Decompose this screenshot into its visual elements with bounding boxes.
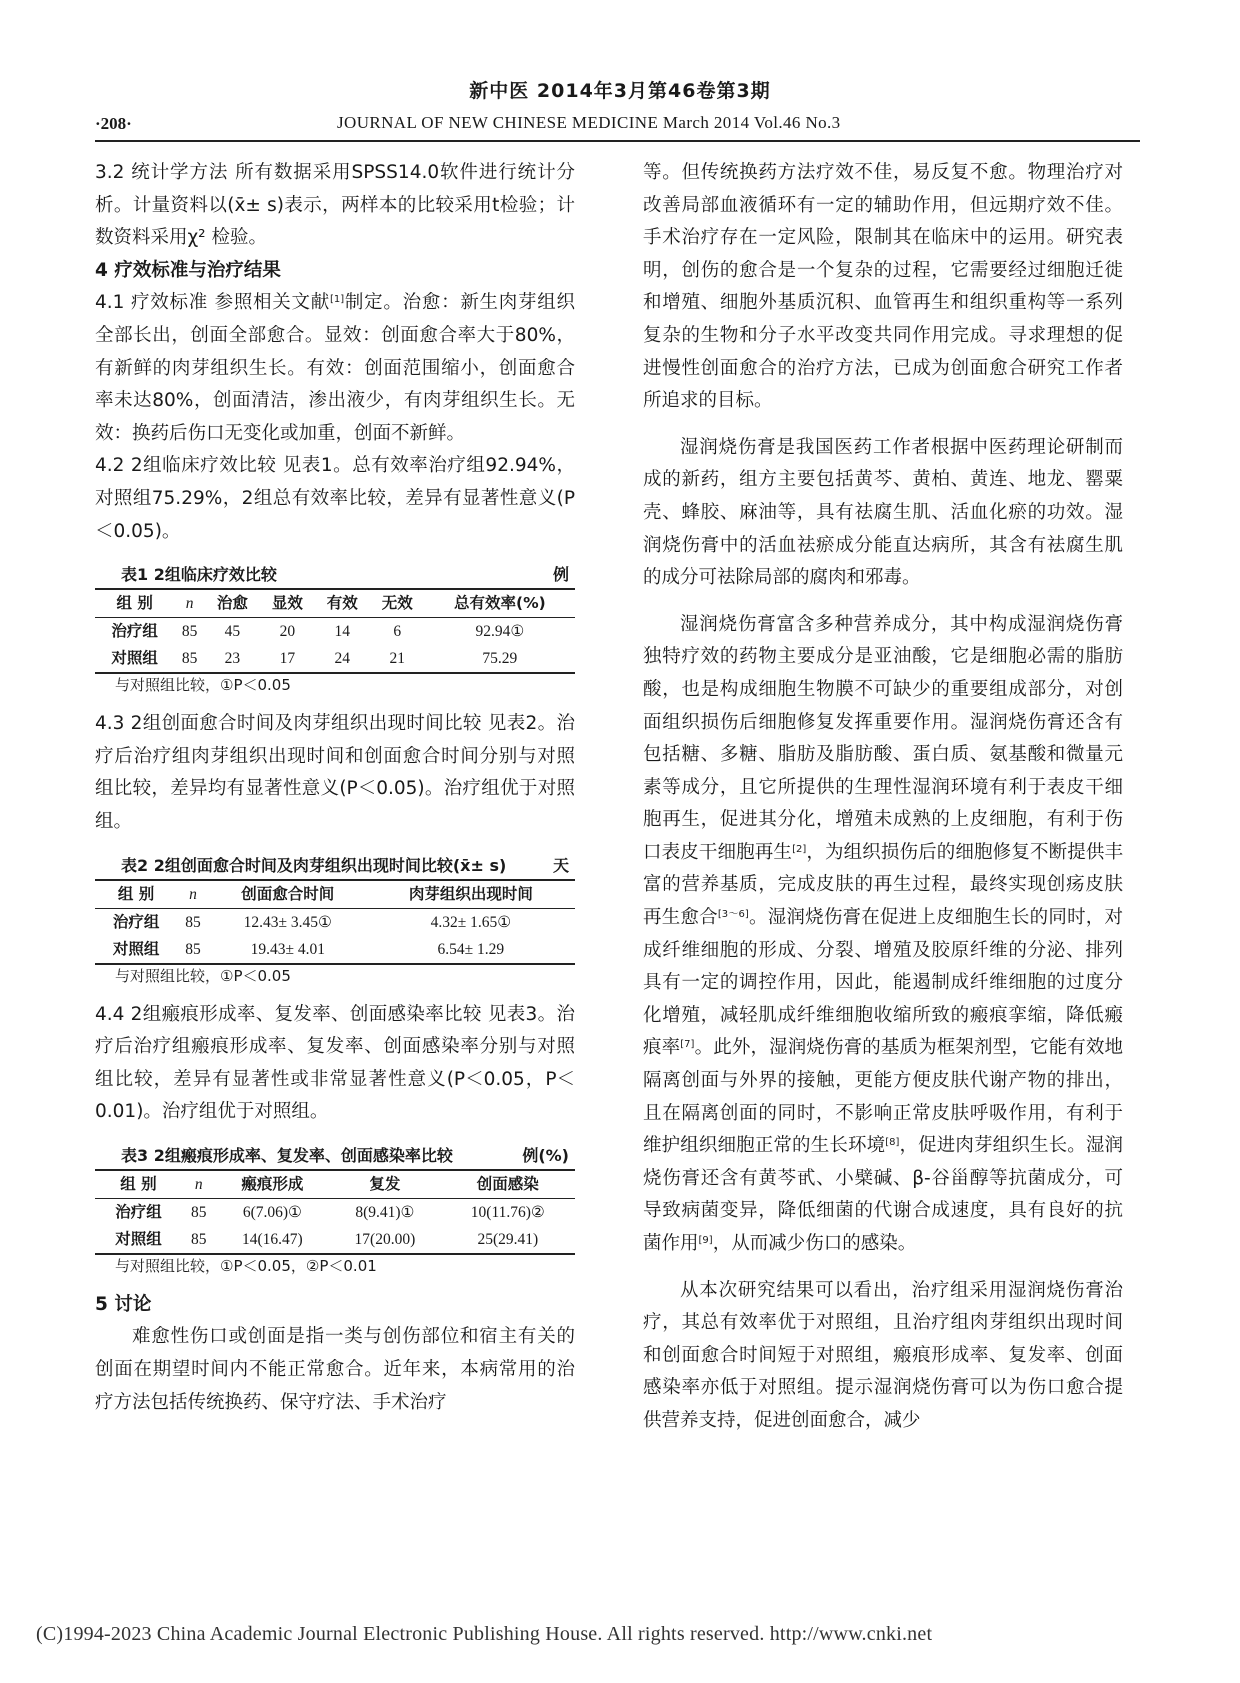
right-column xyxy=(643,157,1123,1438)
header-rule xyxy=(95,140,1140,142)
table-row xyxy=(95,618,575,646)
discussion-text: ，为组织损伤后的细胞修复不断提供丰富的营养基质，完成皮肤的再生过程，最终实现创疡皮肤再生愈合 xyxy=(643,841,1123,929)
discussion-text: ，从而减少伤口的感染。 xyxy=(712,1233,917,1254)
citation-ref-9: [9] xyxy=(698,1235,713,1246)
discussion-paragraph-3 xyxy=(643,609,1123,1261)
table-header-cell: 显效 xyxy=(271,594,303,613)
table-cell: 对照组 xyxy=(112,939,160,958)
table-3-caption: 表3 2组瘢痕形成率、复发率、创面感染率比较 xyxy=(121,1145,453,1165)
table-cell: 21 xyxy=(389,650,405,668)
table-cell: 25(29.41) xyxy=(477,1230,539,1248)
table-cell: 75.29 xyxy=(482,650,518,668)
table-cell: 14(16.47) xyxy=(242,1230,303,1248)
section-4-1-paragraph xyxy=(95,287,575,450)
table-cell: 92.94① xyxy=(475,623,525,641)
table-header-cell: 无效 xyxy=(381,594,413,613)
table-cell: 12.43± 3.45① xyxy=(243,913,332,931)
table-cell: 10(11.76)② xyxy=(470,1203,545,1221)
table-row xyxy=(95,908,575,936)
table-3-grid xyxy=(95,1169,575,1255)
citation-ref-7: [7] xyxy=(680,1039,695,1051)
table-cell: 4.32± 1.65① xyxy=(430,913,512,931)
journal-header-title: 新中医 2014年3月第46卷第3期 xyxy=(469,80,771,102)
table-cell: 对照组 xyxy=(115,1229,162,1248)
table-cell: 85 xyxy=(181,650,198,668)
table-row xyxy=(95,1226,575,1254)
table-header-cell: 总有效率(%) xyxy=(454,594,546,613)
discussion-paragraph-1: 难愈性伤口或创面是指一类与创伤部位和宿主有关的创面在期望时间内不能正常愈合。近年来，本病常用的治疗方法包括传统换药、保守疗法、手术治疗 xyxy=(95,1326,575,1413)
table-header-row xyxy=(95,880,575,909)
section-3-2-paragraph: 3.2 统计学方法 所有数据采用SPSS14.0软件进行统计分析。计量资料以(x̄± s)表示，两样本的比较采用t检验；计数资料采用χ² 检验。 xyxy=(95,162,575,249)
table-cell: 6(7.06)① xyxy=(242,1203,302,1221)
table-header-cell: 肉芽组织出现时间 xyxy=(408,884,533,903)
table-1-unit: 例 xyxy=(552,565,569,585)
section-4-2-paragraph: 4.2 2组临床疗效比较 见表1。总有效率治疗组92.94%，对照组75.29%，2组总有效率比较，差异有显著性意义(P＜0.05)。 xyxy=(95,455,575,542)
table-1 xyxy=(95,564,575,696)
discussion-text: ，促进肉芽组织生长。湿润烧伤膏还含有黄芩甙、小檗碱、β-谷甾醇等抗菌成分，可导致病菌变异，降低细菌的代谢合成速度，具有良好的抗菌作用 xyxy=(643,1135,1123,1254)
discussion-paragraph-4: 从本次研究结果可以看出，治疗组采用湿润烧伤膏治疗，其总有效率优于对照组，且治疗组肉芽组织出现时间和创面愈合时间短于对照组，瘢痕形成率、复发率、创面感染率亦低于对照组。提示湿润烧伤膏可以为伤口愈合提供营养支持，促进创面愈合，减少 xyxy=(643,1279,1123,1431)
table-2-grid xyxy=(95,879,575,965)
table-header-cell: 有效 xyxy=(326,594,358,613)
discussion-paragraph-2: 湿润烧伤膏是我国医药工作者根据中医药理论研制而成的新药，组方主要包括黄芩、黄柏、黄连、地龙、罂粟壳、蜂胶、麻油等，具有祛腐生肌、活血化瘀的功效。湿润烧伤膏中的活血祛瘀成分能直达病所，其含有祛腐生肌的成分可祛除局部的腐肉和邪毒。 xyxy=(643,436,1123,589)
table-header-cell: 创面愈合时间 xyxy=(241,884,335,903)
table-cell: 治疗组 xyxy=(111,622,158,641)
section-4-1-text-a: 4.1 疗效标准 参照相关文献 xyxy=(95,292,330,314)
table-cell: 治疗组 xyxy=(112,912,160,931)
table-cell: 85 xyxy=(185,940,201,958)
table-cell: 85 xyxy=(185,913,201,931)
table-cell: 19.43± 4.01 xyxy=(250,940,325,958)
table-2 xyxy=(95,855,575,987)
page-number: ·208· xyxy=(95,114,132,133)
table-header-cell: 创面感染 xyxy=(476,1174,539,1193)
section-4-heading: 4 疗效标准与治疗结果 xyxy=(95,259,281,281)
table-cell: 85 xyxy=(181,623,198,641)
table-cell: 85 xyxy=(191,1203,207,1221)
table-header-row xyxy=(95,1170,575,1199)
table-header-cell: 组 别 xyxy=(120,1174,157,1193)
table-header-cell: 复发 xyxy=(369,1174,401,1193)
table-header-cell: 治愈 xyxy=(216,594,248,613)
section-5-heading: 5 讨论 xyxy=(95,1293,152,1315)
table-header-cell: n xyxy=(185,595,194,613)
table-cell: 6 xyxy=(393,623,402,641)
table-cell: 85 xyxy=(191,1230,207,1248)
table-cell: 治疗组 xyxy=(115,1202,162,1221)
table-row xyxy=(95,936,575,964)
table-3-note: 与对照组比较，①P＜0.05，②P＜0.01 xyxy=(115,1256,377,1275)
table-header-cell: 组 别 xyxy=(116,594,153,613)
table-cell: 17 xyxy=(279,650,296,668)
table-3-unit: 例(%) xyxy=(522,1145,569,1165)
table-cell: 对照组 xyxy=(111,649,158,668)
table-row xyxy=(95,1198,575,1226)
citation-ref-1: [1] xyxy=(330,294,345,306)
table-cell: 14 xyxy=(334,623,351,641)
copyright-footer: (C)1994-2023 China Academic Journal Electronic Publishing House. All rights reserved. http://www.cnki.net xyxy=(36,1623,933,1645)
table-2-caption: 表2 2组创面愈合时间及肉芽组织出现时间比较(x̄± s) xyxy=(121,855,507,875)
citation-ref-3-6: [3～6] xyxy=(717,909,749,921)
journal-header-english: JOURNAL OF NEW CHINESE MEDICINE March 2014 Vol.46 No.3 xyxy=(337,113,841,132)
section-4-1-text-b: 制定。治愈：新生肉芽组织全部长出，创面全部愈合。显效：创面愈合率大于80%，有新鲜的肉芽组织生长。有效：创面范围缩小，创面愈合率未达80%，创面清洁，渗出液少，有肉芽组织生长。无效：换药后伤口无变化或加重，创面不新鲜。 xyxy=(95,292,575,444)
table-cell: 23 xyxy=(224,650,241,668)
table-row xyxy=(95,645,575,673)
table-cell: 17(20.00) xyxy=(354,1230,416,1248)
table-cell: 20 xyxy=(279,623,296,641)
section-4-3-paragraph: 4.3 2组创面愈合时间及肉芽组织出现时间比较 见表2。治疗后治疗组肉芽组织出现时间和创面愈合时间分别与对照组比较，差异均有显著性意义(P＜0.05)。治疗组优于对照组。 xyxy=(95,713,575,832)
discussion-text: 。湿润烧伤膏在促进上皮细胞生长的同时，对成纤维细胞的形成、分裂、增殖及胶原纤维的分泌、排列具有一定的调控作用，因此，能遏制成纤维细胞的过度分化增殖，减轻肌成纤维细胞收缩所致的瘢痕挛缩，降低瘢痕率 xyxy=(643,907,1123,1059)
section-4-4-paragraph: 4.4 2组瘢痕形成率、复发率、创面感染率比较 见表3。治疗后治疗组瘢痕形成率、复发率、创面感染率分别与对照组比较，差异有显著性或非常显著性意义(P＜0.05，P＜0.01)。治疗组优于对照组。 xyxy=(95,1003,575,1123)
table-header-cell: n xyxy=(189,885,197,903)
citation-ref-2: [2] xyxy=(792,843,807,855)
left-column xyxy=(95,157,575,1419)
table-header-cell: n xyxy=(194,1175,203,1193)
table-cell: 6.54± 1.29 xyxy=(437,940,505,958)
table-header-cell: 瘢痕形成 xyxy=(241,1174,304,1193)
discussion-text: 。此外，湿润烧伤膏的基质为框架剂型，它能有效地隔离创面与外界的接触，更能方便皮肤代谢产物的排出，且在隔离创面的同时，不影响正常皮肤呼吸作用，有利于维护组织细胞正常的生长环境 xyxy=(643,1037,1123,1157)
table-header-cell: 组 别 xyxy=(117,884,155,903)
table-2-note: 与对照组比较，①P＜0.05 xyxy=(115,966,291,985)
citation-ref-8: [8] xyxy=(885,1137,900,1149)
table-1-caption: 表1 2组临床疗效比较 xyxy=(121,565,277,585)
table-3 xyxy=(95,1145,575,1277)
table-header-row xyxy=(95,589,575,618)
discussion-text: 湿润烧伤膏富含多种营养成分，其中构成湿润烧伤膏独特疗效的药物主要成分是亚油酸，它是细胞必需的脂肪酸，也是构成细胞生物膜不可缺少的重要组成部分，对创面组织损伤后细胞修复发挥重要作用。湿润烧伤膏还含有包括糖、多糖、脂肪及脂肪酸、蛋白质、氨基酸和微量元素等成分，且它所提供的生理性湿润环境有利于表皮干细胞再生，促进其分化，增殖未成熟的上皮细胞，有利于伤口表皮干细胞再生 xyxy=(643,613,1123,863)
table-2-unit: 天 xyxy=(552,855,569,875)
discussion-paragraph-1-cont: 等。但传统换药方法疗效不佳，易反复不愈。物理治疗对改善局部血液循环有一定的辅助作用，但远期疗效不佳。手术治疗存在一定风险，限制其在临床中的运用。研究表明，创伤的愈合是一个复杂的过程，它需要经过细胞迁徙和增殖、细胞外基质沉积、血管再生和组织重构等一系列复杂的生物和分子水平改变共同作用完成。寻求理想的促进慢性创面愈合的治疗方法，已成为创面愈合研究工作者所追求的目标。 xyxy=(643,162,1123,412)
table-cell: 24 xyxy=(334,650,351,668)
table-1-grid xyxy=(95,588,575,674)
table-cell: 45 xyxy=(224,623,241,641)
table-cell: 8(9.41)① xyxy=(355,1203,415,1221)
table-1-note: 与对照组比较，①P＜0.05 xyxy=(115,676,291,695)
